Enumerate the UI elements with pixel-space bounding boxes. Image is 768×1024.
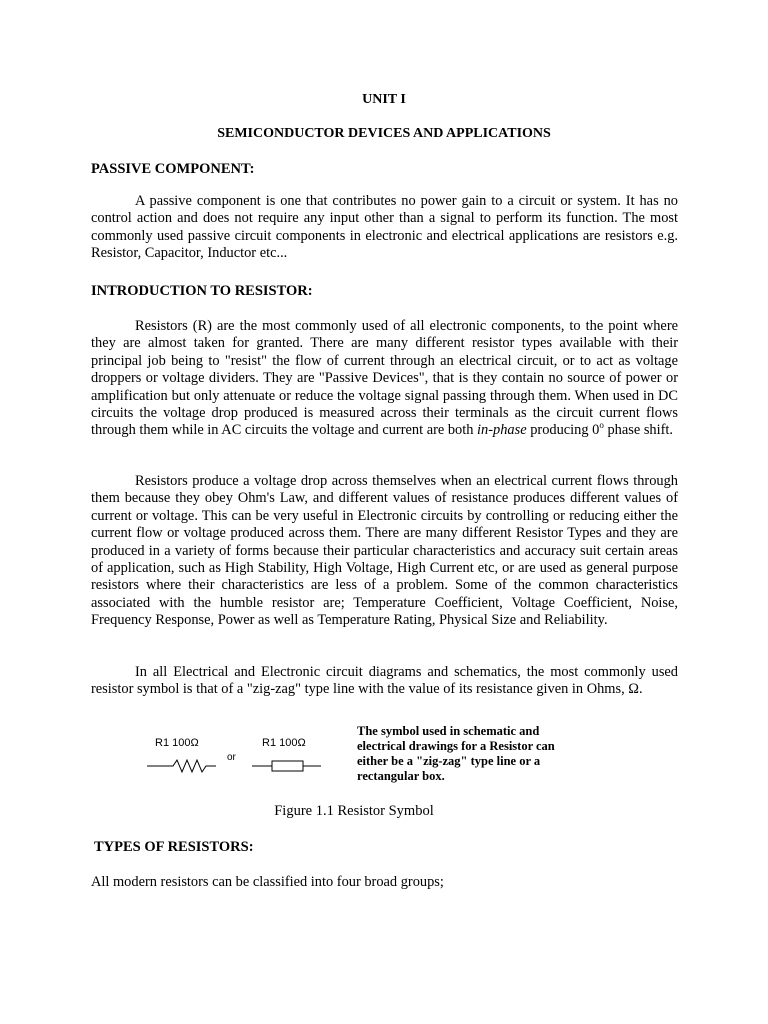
figure-caption: Figure 1.1 Resistor Symbol (274, 803, 434, 819)
heading-introduction-to-resistor: INTRODUCTION TO RESISTOR: (91, 283, 313, 299)
unit-title: UNIT I (362, 92, 406, 107)
resistor-symbols-figure (140, 750, 330, 780)
box-resistor-symbol (272, 761, 303, 771)
paragraph-resistor-voltage-drop: Resistors produce a voltage drop across themselves when an electrical current flows through them because they obey Ohm's Law, and different values of resistance produces different values of current or voltage. This can be very useful in Electronic circuits by controlling or reducing either the current flow or voltage produced across them. There are many different Resistor Types and they are produced in a variety of forms because their particular characteristics and accuracy suit certain areas of application, such as High Stability, High Voltage, High Current etc, or are used as general purpose resistors where their characteristics are less of a problem. Some of the common characteristics associated with the humble resistor are; Temperature Coefficient, Voltage Coefficient, Noise, Frequency Response, Power as well as Temperature Rating, Physical Size and Reliability. (91, 473, 678, 629)
heading-types-of-resistors: TYPES OF RESISTORS: (94, 839, 254, 855)
figure-or-text: or (227, 752, 236, 763)
paragraph-text: producing 0 (526, 422, 600, 439)
figure-note: The symbol used in schematic and electrical drawings for a Resistor can either be a "zig-zag" type line or a rectangular box. (357, 724, 555, 783)
paragraph-resistor-intro (91, 318, 678, 440)
paragraph-passive-component: A passive component is one that contributes no power gain to a circuit or system. It has no control action and does not require any input other than a signal to perform its function. The most commonly used passive circuit components in electronic and electrical applications are resistors e.g. Resistor, Capacitor, Inductor etc... (91, 193, 678, 262)
heading-passive-component: PASSIVE COMPONENT: (91, 161, 255, 177)
zigzag-resistor-symbol (147, 760, 216, 772)
chapter-title: SEMICONDUCTOR DEVICES AND APPLICATIONS (217, 126, 551, 141)
paragraph-text: Resistors (R) are the most commonly used of all electronic components, to the point where they are almost taken for granted. There are many different resistor types available with their principal job being to "resist" the flow of current through an electrical circuit, or to act as voltage droppers or voltage dividers. They are "Passive Devices", that is they contain no source of power or amplification but only attenuate or reduce the voltage signal passing through them. When used in DC circuits the voltage drop produced is measured across their terminals as the circuit current flows through them while in AC circuits the voltage and current are both (91, 318, 678, 439)
paragraph-text: phase shift. (603, 422, 674, 439)
degree-superscript: o (599, 420, 604, 431)
italic-term: in-phase (477, 422, 527, 439)
paragraph-types-of-resistors: All modern resistors can be classified into four broad groups; (91, 874, 444, 890)
figure-label-box: R1 100Ω (262, 737, 306, 749)
figure-label-zigzag: R1 100Ω (155, 737, 199, 749)
paragraph-resistor-symbol: In all Electrical and Electronic circuit diagrams and schematics, the most commonly used resistor symbol is that of a "zig-zag" type line with the value of its resistance given in Ohms, Ω. (91, 664, 678, 698)
